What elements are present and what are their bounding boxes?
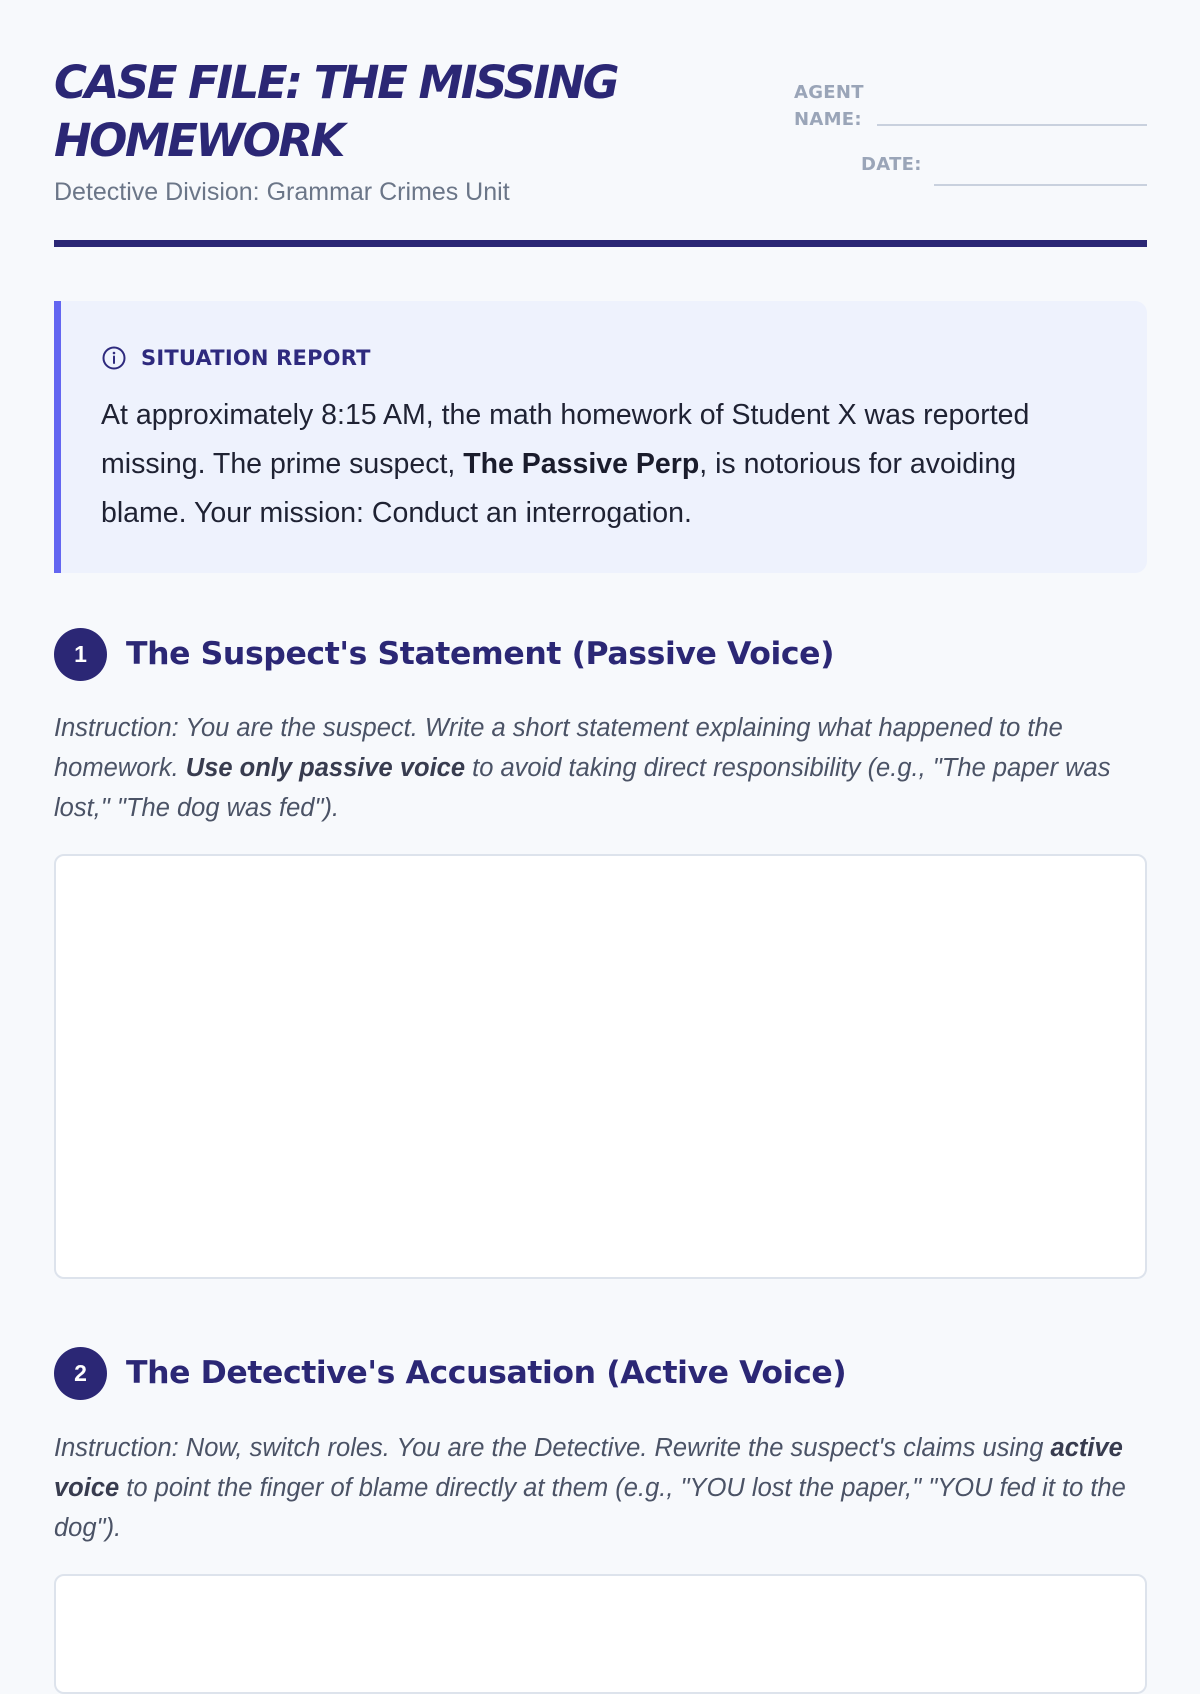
page-title: CASE FILE: THE MISSING HOMEWORK: [54, 56, 618, 167]
detective-accusation-answer-box[interactable]: [54, 1574, 1147, 1694]
instruction-text: to point the finger of blame directly at them (e.g., "YOU lost the paper," "YOU fed it to the dog").: [54, 1474, 1126, 1542]
section-2-heading: [54, 1346, 846, 1400]
situation-report-title: SITUATION REPORT: [141, 346, 371, 370]
section-1-heading: [54, 627, 834, 681]
date-label: DATE:: [861, 154, 922, 175]
section-title: The Detective's Accusation (Active Voice): [126, 1355, 847, 1391]
section-1-instruction: [54, 708, 1147, 828]
report-text-part: , is notorious for avoiding blame. Your mission: Conduct an interrogation.: [101, 448, 1017, 529]
situation-report-callout: [54, 301, 1147, 573]
header-divider: [54, 240, 1147, 247]
instruction-text: Instruction: Now, switch roles. You are the Detective. Rewrite the suspect's claims using: [54, 1434, 1051, 1462]
instruction-text: Instruction: You are the suspect. Write a short statement explaining what happened to the homework.: [54, 714, 1063, 782]
instruction-emphasis: active voice: [54, 1434, 1123, 1502]
page-subtitle: Detective Division: Grammar Crimes Unit: [54, 178, 510, 206]
date-field[interactable]: [934, 184, 1147, 186]
report-text-part: At approximately 8:15 AM, the math homework of Student X was reported missing. The prime suspect,: [101, 399, 1030, 480]
instruction-text: to avoid taking direct responsibility (e.g., "The paper was lost," "The dog was fed").: [54, 754, 1111, 822]
info-circle-icon: [101, 345, 127, 371]
suspect-statement-answer-box[interactable]: [54, 854, 1147, 1279]
agent-name-label: AGENT NAME:: [794, 82, 864, 130]
section-number-badge: 2: [54, 1347, 107, 1400]
suspect-name: The Passive Perp: [463, 448, 700, 480]
section-number-badge: 1: [54, 628, 107, 681]
section-2-instruction: [54, 1428, 1147, 1548]
instruction-emphasis: Use only passive voice: [185, 754, 466, 782]
situation-report-text: [101, 391, 1107, 538]
situation-report-heading: [101, 343, 1107, 373]
agent-name-field[interactable]: [877, 124, 1147, 126]
section-title: The Suspect's Statement (Passive Voice): [126, 636, 835, 672]
